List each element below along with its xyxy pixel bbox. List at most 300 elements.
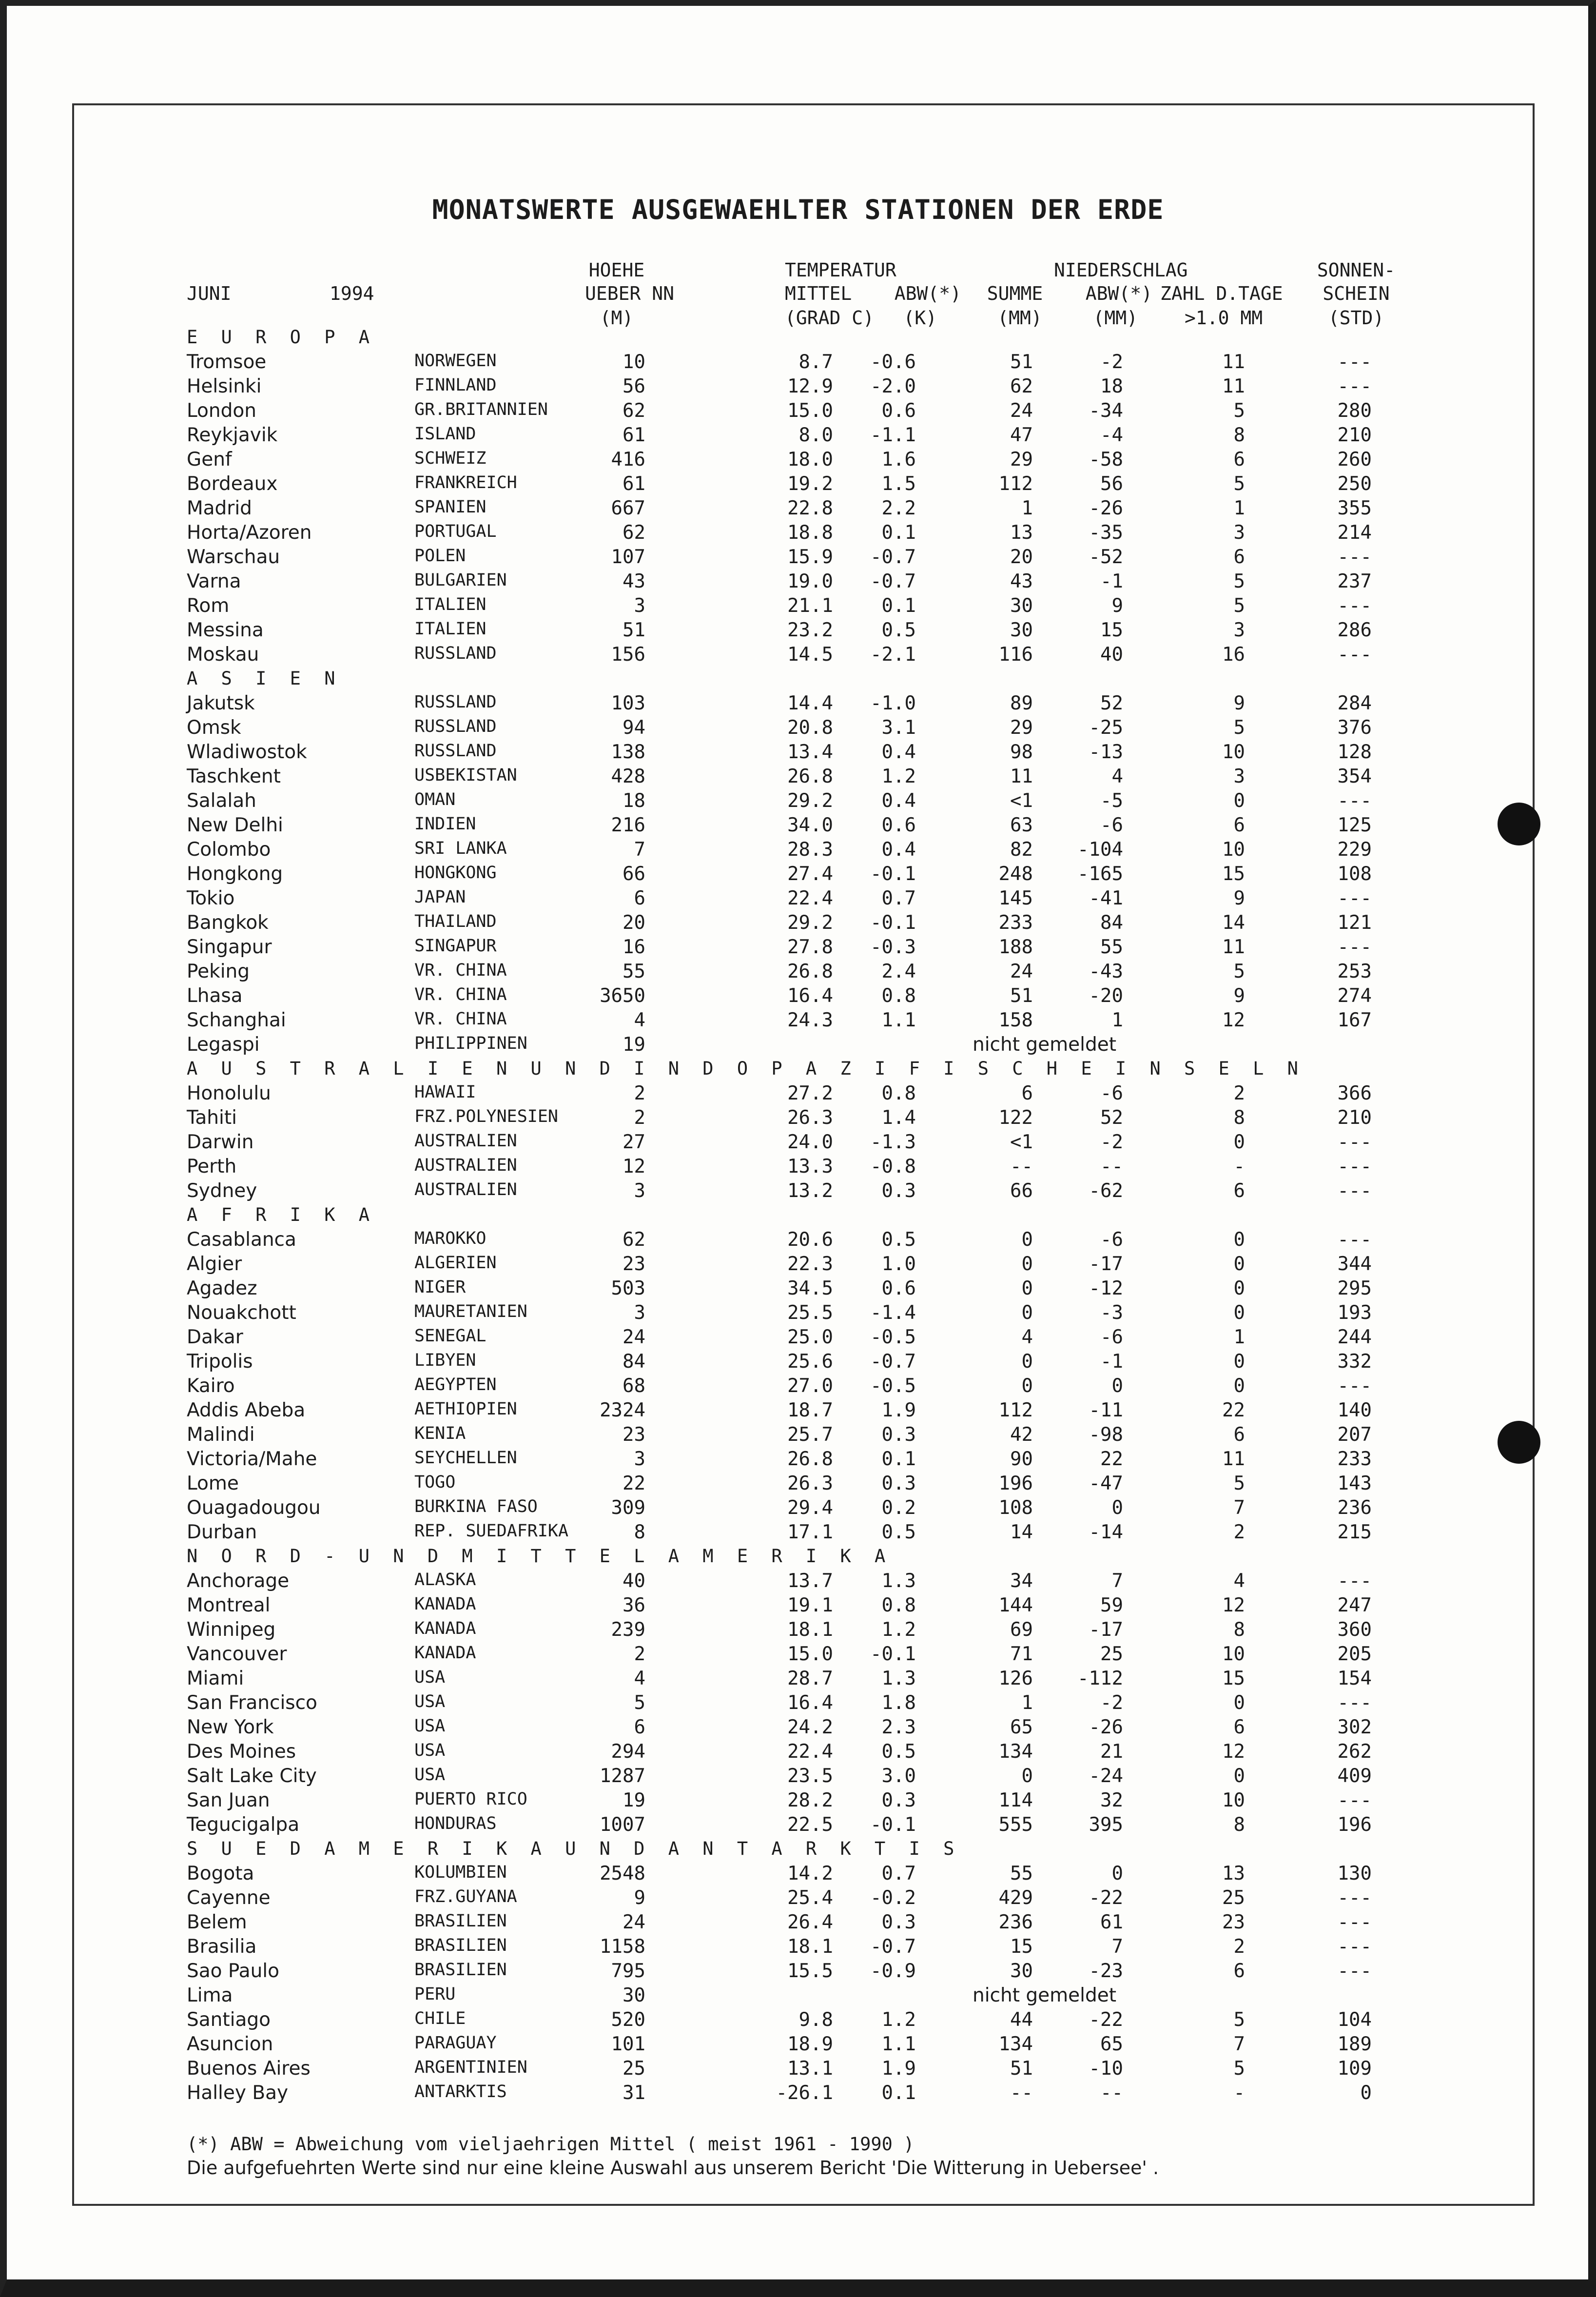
cell-tage: 25: [1222, 1887, 1245, 1909]
table-row: [0, 1156, 1596, 1180]
station-name: Lhasa: [187, 985, 243, 1007]
table-row: [0, 473, 1596, 497]
station-table: [0, 327, 1596, 2106]
station-name: Salt Lake City: [187, 1765, 317, 1787]
station-name: Genf: [187, 449, 232, 471]
cell-abwN: 15: [1100, 619, 1123, 641]
cell-tage: 4: [1233, 1570, 1245, 1592]
cell-sonne: 104: [1337, 2009, 1372, 2031]
cell-mittel: 18.1: [787, 1619, 833, 1641]
station-name: Cayenne: [187, 1887, 271, 1909]
cell-mittel: 14.2: [787, 1863, 833, 1885]
cell-abwN: -2: [1100, 351, 1123, 373]
cell-hoehe: 7: [634, 839, 645, 861]
station-country: FRANKREICH: [414, 473, 517, 492]
station-country: NIGER: [414, 1277, 466, 1297]
cell-hoehe: 56: [623, 375, 645, 397]
cell-tage: 2: [1233, 1521, 1245, 1543]
station-country: ISLAND: [414, 424, 476, 444]
cell-summe: 89: [1010, 692, 1033, 714]
cell-hoehe: 61: [623, 473, 645, 495]
cell-tage: 0: [1233, 790, 1245, 812]
station-name: San Juan: [187, 1789, 270, 1811]
cell-hoehe: 5: [634, 1692, 645, 1714]
table-row: [0, 497, 1596, 522]
cell-tage: 12: [1222, 1741, 1245, 1763]
cell-abwT: 0.6: [881, 814, 916, 836]
cell-tage: 6: [1233, 814, 1245, 836]
cell-mittel: 13.4: [787, 741, 833, 763]
table-row: [0, 1375, 1596, 1399]
cell-hoehe: 19: [623, 1034, 645, 1056]
cell-abwN: 25: [1100, 1643, 1123, 1665]
cell-summe: 1: [1021, 497, 1033, 519]
cell-hoehe: 6: [634, 1716, 645, 1738]
cell-sonne: 280: [1337, 400, 1372, 422]
cell-sonne: 253: [1337, 961, 1372, 982]
station-name: Perth: [187, 1156, 237, 1178]
station-country: FINNLAND: [414, 375, 497, 395]
cell-abwN: 40: [1100, 644, 1123, 666]
cell-hoehe: 62: [623, 1229, 645, 1251]
cell-abwT: 1.6: [881, 449, 916, 471]
cell-summe: 62: [1010, 375, 1033, 397]
cell-mittel: 20.8: [787, 717, 833, 739]
cell-mittel: 12.9: [787, 375, 833, 397]
cell-abwN: -165: [1077, 863, 1123, 885]
cell-abwT: 1.2: [881, 766, 916, 787]
station-country: PHILIPPINEN: [414, 1034, 527, 1053]
table-row: [0, 1497, 1596, 1521]
station-name: Legaspi: [187, 1034, 260, 1056]
cell-mittel: 24.2: [787, 1716, 833, 1738]
cell-abwN: 56: [1100, 473, 1123, 495]
station-country: BRASILIEN: [414, 1911, 507, 1931]
not-reported-note: nicht gemeldet: [973, 1034, 1117, 1056]
station-name: Algier: [187, 1253, 242, 1275]
station-name: Anchorage: [187, 1570, 290, 1592]
cell-sonne: 247: [1337, 1594, 1372, 1616]
station-country: KANADA: [414, 1643, 476, 1663]
cell-abwN: 0: [1111, 1497, 1123, 1519]
cell-tage: 5: [1233, 717, 1245, 739]
table-row: [0, 692, 1596, 717]
cell-abwT: -0.1: [870, 863, 916, 885]
cell-sonne: 262: [1337, 1741, 1372, 1763]
station-name: Reykjavik: [187, 424, 278, 446]
station-country: SPANIEN: [414, 497, 487, 517]
cell-abwN: 52: [1100, 692, 1123, 714]
station-name: Casablanca: [187, 1229, 296, 1251]
cell-hoehe: 103: [611, 692, 645, 714]
station-country: AUSTRALIEN: [414, 1131, 517, 1151]
cell-hoehe: 4: [634, 1668, 645, 1689]
cell-sonne: ---: [1337, 1887, 1372, 1909]
cell-summe: 0: [1021, 1765, 1033, 1787]
cell-abwT: 2.2: [881, 497, 916, 519]
cell-hoehe: 138: [611, 741, 645, 763]
station-country: VR. CHINA: [414, 985, 507, 1004]
cell-abwN: -3: [1100, 1302, 1123, 1324]
cell-mittel: 18.0: [787, 449, 833, 471]
cell-hoehe: 10: [623, 351, 645, 373]
cell-tage: 9: [1233, 887, 1245, 909]
cell-tage: 5: [1233, 2058, 1245, 2080]
cell-sonne: 205: [1337, 1643, 1372, 1665]
cell-sonne: 193: [1337, 1302, 1372, 1324]
station-name: Omsk: [187, 717, 241, 739]
section-header: [0, 1838, 1596, 1863]
cell-summe: 1: [1021, 1692, 1033, 1714]
cell-mittel: 22.8: [787, 497, 833, 519]
header-abw-nied-2: (MM): [1093, 307, 1138, 329]
station-country: TOGO: [414, 1472, 456, 1492]
station-name: Des Moines: [187, 1741, 296, 1763]
cell-mittel: 26.3: [787, 1472, 833, 1494]
cell-abwT: -0.3: [870, 936, 916, 958]
cell-tage: 22: [1222, 1399, 1245, 1421]
cell-tage: 13: [1222, 1863, 1245, 1885]
cell-sonne: 332: [1337, 1351, 1372, 1373]
station-name: Darwin: [187, 1131, 254, 1153]
station-country: KANADA: [414, 1619, 476, 1638]
header-abw-nied-1: ABW(*): [1085, 283, 1152, 304]
cell-abwN: -104: [1077, 839, 1123, 861]
cell-abwT: 0.8: [881, 1594, 916, 1616]
station-country: VR. CHINA: [414, 1009, 507, 1029]
station-name: Moskau: [187, 644, 259, 666]
cell-hoehe: 61: [623, 424, 645, 446]
cell-mittel: 13.1: [787, 2058, 833, 2080]
cell-abwT: 3.0: [881, 1765, 916, 1787]
station-name: Bordeaux: [187, 473, 278, 495]
cell-abwT: -0.1: [870, 1643, 916, 1665]
cell-mittel: 19.1: [787, 1594, 833, 1616]
table-row: [0, 1009, 1596, 1034]
cell-sonne: ---: [1337, 1789, 1372, 1811]
cell-abwT: -0.8: [870, 1156, 916, 1178]
header-abw-temp-2: (K): [903, 307, 937, 329]
cell-abwN: -23: [1089, 1960, 1123, 1982]
section-title: A U S T R A L I E N U N D I N D O P A Z I F I S C H E I N S E L N: [187, 1058, 1304, 1079]
cell-abwN: -35: [1089, 522, 1123, 544]
cell-abwT: 0.1: [881, 2082, 916, 2104]
cell-abwN: -6: [1100, 1082, 1123, 1104]
cell-hoehe: 62: [623, 400, 645, 422]
station-name: Malindi: [187, 1424, 255, 1446]
table-row: [0, 2058, 1596, 2082]
cell-hoehe: 667: [611, 497, 645, 519]
cell-abwN: 22: [1100, 1448, 1123, 1470]
table-row: [0, 522, 1596, 546]
station-country: PUERTO RICO: [414, 1789, 527, 1809]
cell-abwT: -1.4: [870, 1302, 916, 1324]
header-temperatur: TEMPERATUR: [785, 259, 896, 281]
cell-abwT: 2.3: [881, 1716, 916, 1738]
table-row: [0, 1302, 1596, 1326]
cell-mittel: 19.2: [787, 473, 833, 495]
station-country: BRASILIEN: [414, 1960, 507, 1980]
cell-hoehe: 84: [623, 1351, 645, 1373]
station-name: New Delhi: [187, 814, 283, 836]
station-country: REP. SUEDAFRIKA: [414, 1521, 569, 1541]
table-row: [0, 1034, 1596, 1058]
cell-mittel: 13.3: [787, 1156, 833, 1178]
table-row: [0, 1351, 1596, 1375]
station-name: Halley Bay: [187, 2082, 289, 2104]
cell-tage: 7: [1233, 2033, 1245, 2055]
station-name: Tegucigalpa: [187, 1814, 300, 1836]
cell-hoehe: 31: [623, 2082, 645, 2104]
cell-hoehe: 94: [623, 717, 645, 739]
cell-hoehe: 23: [623, 1253, 645, 1275]
station-name: Addis Abeba: [187, 1399, 306, 1421]
cell-sonne: 284: [1337, 692, 1372, 714]
cell-hoehe: 3650: [600, 985, 645, 1007]
cell-abwN: 1: [1111, 1009, 1123, 1031]
cell-hoehe: 107: [611, 546, 645, 568]
station-name: Santiago: [187, 2009, 271, 2031]
cell-tage: -: [1233, 1156, 1245, 1178]
cell-sonne: ---: [1337, 1911, 1372, 1933]
cell-mittel: 34.0: [787, 814, 833, 836]
cell-summe: --: [1010, 1156, 1033, 1178]
cell-sonne: 207: [1337, 1424, 1372, 1446]
cell-summe: 248: [998, 863, 1033, 885]
table-row: [0, 1180, 1596, 1204]
cell-hoehe: 23: [623, 1424, 645, 1446]
header-sonne-3: (STD): [1328, 307, 1384, 329]
cell-sonne: ---: [1337, 1131, 1372, 1153]
cell-abwT: 1.2: [881, 2009, 916, 2031]
cell-mittel: 26.4: [787, 1911, 833, 1933]
cell-hoehe: 2: [634, 1643, 645, 1665]
table-row: [0, 351, 1596, 375]
station-name: London: [187, 400, 256, 422]
cell-mittel: 29.2: [787, 790, 833, 812]
cell-mittel: 28.3: [787, 839, 833, 861]
cell-hoehe: 55: [623, 961, 645, 982]
cell-abwN: -2: [1100, 1131, 1123, 1153]
cell-hoehe: 101: [611, 2033, 645, 2055]
cell-sonne: ---: [1337, 595, 1372, 617]
cell-tage: 0: [1233, 1302, 1245, 1324]
section-title: A S I E N: [187, 668, 342, 689]
station-country: PERU: [414, 1984, 456, 2004]
cell-sonne: 109: [1337, 2058, 1372, 2080]
cell-abwN: 21: [1100, 1741, 1123, 1763]
cell-mittel: 13.2: [787, 1180, 833, 1202]
cell-tage: 10: [1222, 1643, 1245, 1665]
cell-sonne: ---: [1337, 1156, 1372, 1178]
cell-abwT: 0.4: [881, 839, 916, 861]
cell-abwT: -1.0: [870, 692, 916, 714]
cell-hoehe: 294: [611, 1741, 645, 1763]
table-row: [0, 1082, 1596, 1107]
cell-sonne: 210: [1337, 1107, 1372, 1129]
cell-abwN: -52: [1089, 546, 1123, 568]
table-row: [0, 1984, 1596, 2009]
section-header: [0, 327, 1596, 351]
cell-abwN: 84: [1100, 912, 1123, 934]
cell-tage: 1: [1233, 497, 1245, 519]
station-country: AEGYPTEN: [414, 1375, 497, 1394]
cell-hoehe: 3: [634, 1448, 645, 1470]
cell-summe: <1: [1010, 790, 1033, 812]
cell-summe: 24: [1010, 961, 1033, 982]
table-row: [0, 1277, 1596, 1302]
cell-tage: 10: [1222, 741, 1245, 763]
station-name: Helsinki: [187, 375, 262, 397]
cell-tage: 0: [1233, 1277, 1245, 1299]
cell-abwN: -6: [1100, 1229, 1123, 1251]
station-country: AETHIOPIEN: [414, 1399, 517, 1419]
table-row: [0, 400, 1596, 424]
station-country: BURKINA FASO: [414, 1497, 538, 1516]
cell-abwN: -4: [1100, 424, 1123, 446]
cell-sonne: 376: [1337, 717, 1372, 739]
cell-summe: 188: [998, 936, 1033, 958]
station-name: Salalah: [187, 790, 256, 812]
cell-hoehe: 36: [623, 1594, 645, 1616]
cell-summe: 0: [1021, 1375, 1033, 1397]
cell-abwN: -1: [1100, 1351, 1123, 1373]
cell-summe: 98: [1010, 741, 1033, 763]
cell-abwT: 0.3: [881, 1911, 916, 1933]
cell-abwT: 1.9: [881, 1399, 916, 1421]
cell-abwN: -17: [1089, 1619, 1123, 1641]
station-country: KANADA: [414, 1594, 476, 1614]
cell-tage: 6: [1233, 1716, 1245, 1738]
cell-abwT: 0.7: [881, 1863, 916, 1885]
cell-sonne: ---: [1337, 1960, 1372, 1982]
station-name: Tokio: [187, 887, 235, 909]
cell-tage: 5: [1233, 595, 1245, 617]
cell-mittel: 17.1: [787, 1521, 833, 1543]
table-row: [0, 887, 1596, 912]
section-title: S U E D A M E R I K A U N D A N T A R K T I S: [187, 1838, 961, 1859]
station-name: Horta/Azoren: [187, 522, 312, 544]
table-row: [0, 1692, 1596, 1716]
cell-sonne: 143: [1337, 1472, 1372, 1494]
cell-tage: 6: [1233, 1960, 1245, 1982]
station-country: HAWAII: [414, 1082, 476, 1102]
cell-abwT: -1.1: [870, 424, 916, 446]
footnote-source: Die aufgefuehrten Werte sind nur eine kleine Auswahl aus unserem Bericht 'Die Witterung in Uebersee' .: [187, 2157, 1159, 2179]
station-name: Durban: [187, 1521, 257, 1543]
cell-abwT: 0.3: [881, 1789, 916, 1811]
table-row: [0, 1936, 1596, 1960]
cell-abwN: -43: [1089, 961, 1123, 982]
cell-hoehe: 1007: [600, 1814, 645, 1836]
cell-abwN: -26: [1089, 1716, 1123, 1738]
station-name: Asuncion: [187, 2033, 273, 2055]
cell-abwT: -0.1: [870, 912, 916, 934]
station-country: POLEN: [414, 546, 466, 566]
cell-hoehe: 25: [623, 2058, 645, 2080]
cell-summe: 71: [1010, 1643, 1033, 1665]
table-row: [0, 985, 1596, 1009]
station-name: Colombo: [187, 839, 271, 861]
cell-hoehe: 24: [623, 1326, 645, 1348]
header-hoehe-3: (M): [600, 307, 634, 329]
cell-abwT: 1.2: [881, 1619, 916, 1641]
station-name: Miami: [187, 1668, 244, 1689]
table-row: [0, 1960, 1596, 1984]
table-row: [0, 912, 1596, 936]
cell-abwT: 1.0: [881, 1253, 916, 1275]
cell-abwT: 1.8: [881, 1692, 916, 1714]
cell-abwN: -25: [1089, 717, 1123, 739]
station-name: Victoria/Mahe: [187, 1448, 317, 1470]
cell-hoehe: 27: [623, 1131, 645, 1153]
station-country: LIBYEN: [414, 1351, 476, 1370]
table-row: [0, 961, 1596, 985]
cell-sonne: ---: [1337, 1229, 1372, 1251]
cell-summe: 0: [1021, 1351, 1033, 1373]
cell-sonne: 214: [1337, 522, 1372, 544]
cell-abwN: 7: [1111, 1570, 1123, 1592]
cell-sonne: 236: [1337, 1497, 1372, 1519]
cell-abwT: -0.6: [870, 351, 916, 373]
header-abw-temp-1: ABW(*): [894, 283, 961, 304]
cell-mittel: 25.4: [787, 1887, 833, 1909]
cell-mittel: 15.9: [787, 546, 833, 568]
cell-hoehe: 428: [611, 766, 645, 787]
table-row: [0, 839, 1596, 863]
station-country: RUSSLAND: [414, 741, 497, 761]
cell-sonne: 215: [1337, 1521, 1372, 1543]
cell-mittel: 25.6: [787, 1351, 833, 1373]
cell-mittel: 28.7: [787, 1668, 833, 1689]
cell-summe: 6: [1021, 1082, 1033, 1104]
cell-summe: 42: [1010, 1424, 1033, 1446]
cell-tage: 12: [1222, 1594, 1245, 1616]
station-name: Singapur: [187, 936, 272, 958]
cell-tage: 6: [1233, 449, 1245, 471]
cell-hoehe: 216: [611, 814, 645, 836]
station-country: MAURETANIEN: [414, 1302, 527, 1321]
cell-hoehe: 51: [623, 619, 645, 641]
cell-mittel: 26.8: [787, 1448, 833, 1470]
station-country: ALASKA: [414, 1570, 476, 1590]
cell-hoehe: 20: [623, 912, 645, 934]
cell-abwT: -0.7: [870, 1936, 916, 1958]
cell-abwN: -20: [1089, 985, 1123, 1007]
table-row: [0, 790, 1596, 814]
cell-abwT: 0.5: [881, 619, 916, 641]
cell-hoehe: 4: [634, 1009, 645, 1031]
cell-sonne: 121: [1337, 912, 1372, 934]
station-country: GR.BRITANNIEN: [414, 400, 548, 419]
table-row: [0, 1716, 1596, 1741]
cell-abwT: -0.1: [870, 1814, 916, 1836]
cell-mittel: 20.6: [787, 1229, 833, 1251]
cell-hoehe: 309: [611, 1497, 645, 1519]
cell-mittel: 18.8: [787, 522, 833, 544]
station-name: Agadez: [187, 1277, 257, 1299]
cell-hoehe: 2548: [600, 1863, 645, 1885]
table-row: [0, 546, 1596, 570]
station-country: NORWEGEN: [414, 351, 497, 371]
cell-summe: 20: [1010, 546, 1033, 568]
station-name: Nouakchott: [187, 1302, 296, 1324]
cell-abwN: 61: [1100, 1911, 1123, 1933]
cell-abwN: --: [1100, 2082, 1123, 2104]
cell-abwN: -6: [1100, 814, 1123, 836]
cell-hoehe: 239: [611, 1619, 645, 1641]
header-mittel-1: MITTEL: [785, 283, 852, 304]
